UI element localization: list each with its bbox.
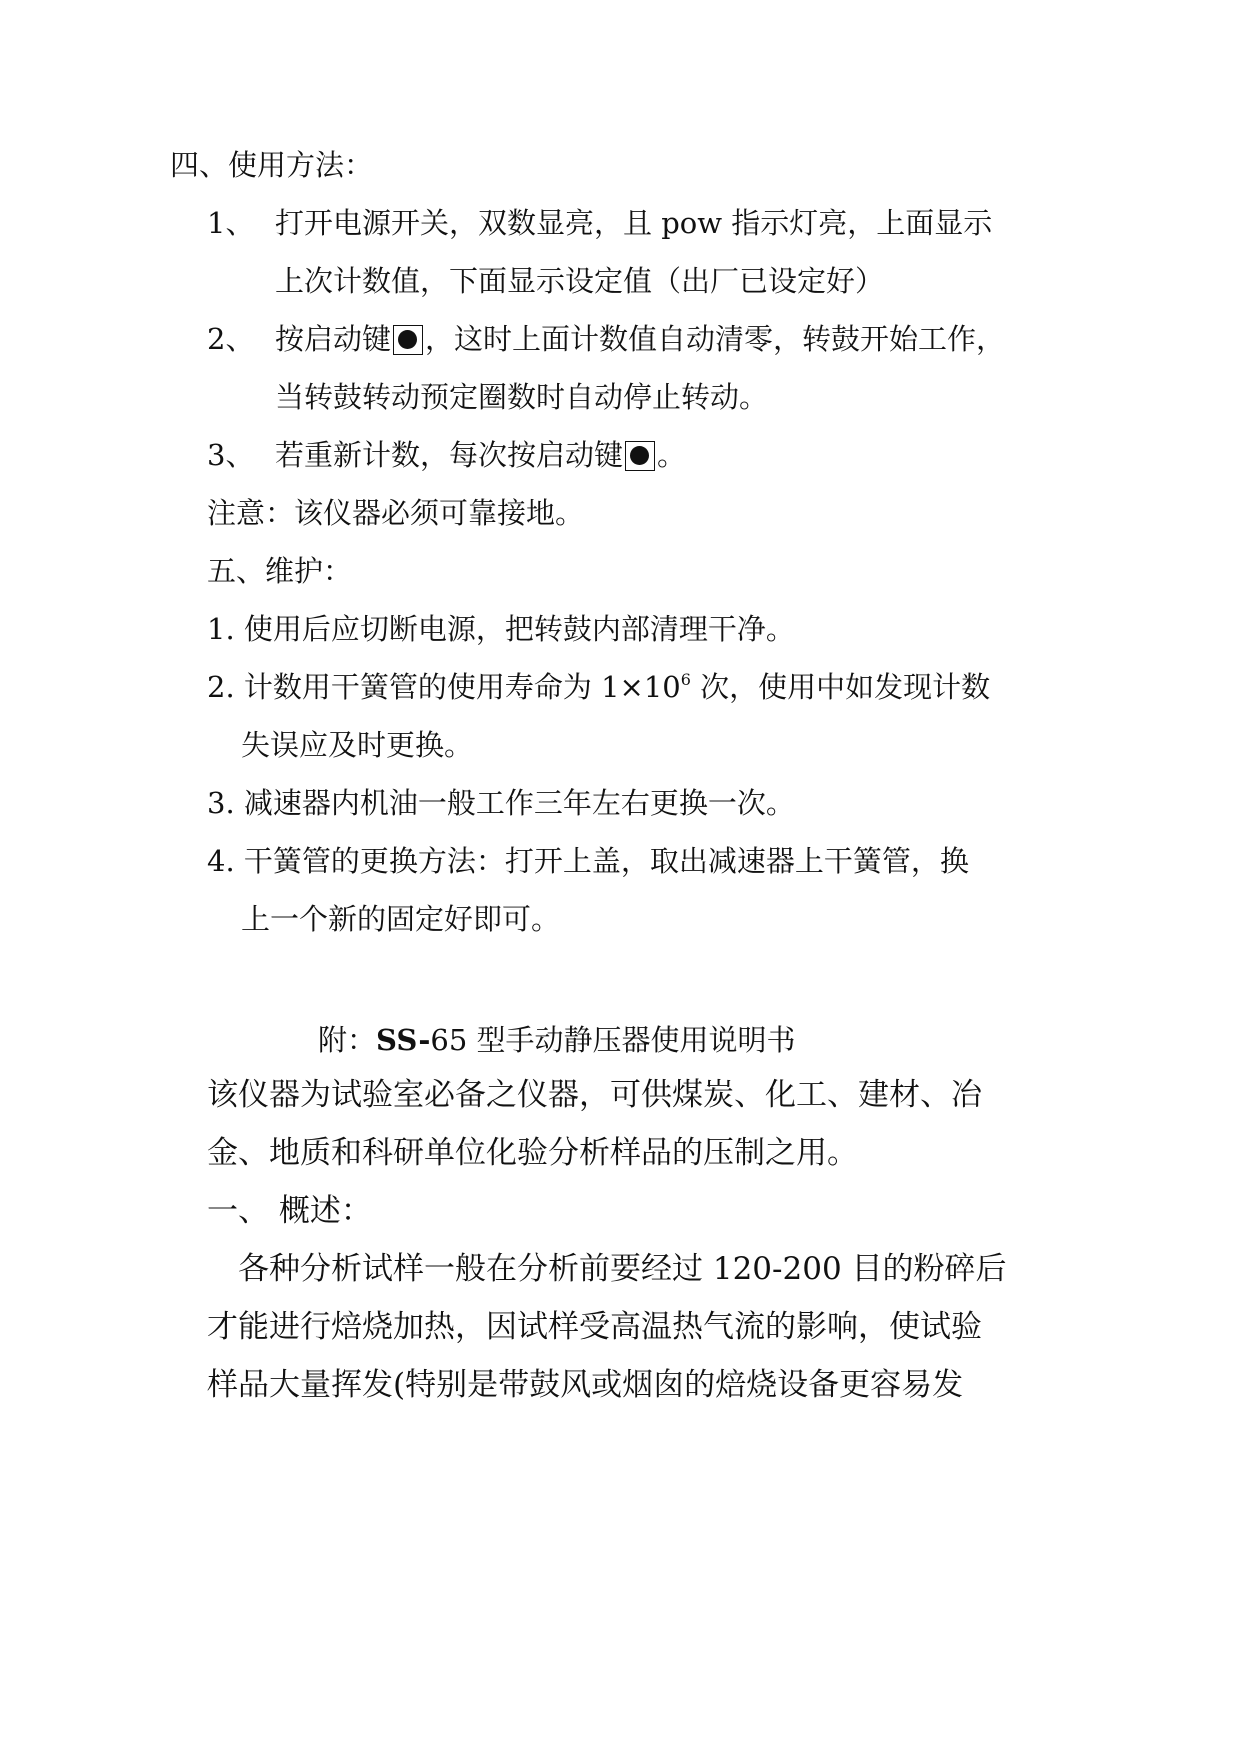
step3-line [207,435,686,475]
appendix-intro-line2: 金、地质和科研单位化验分析样品的压制之用。 [207,1135,858,1171]
maintenance-item-3: 3. 减速器内机油一般工作三年左右更换一次。 [207,786,795,820]
maintenance-item-4-line2: 上一个新的固定好即可。 [241,902,561,936]
step3-number: 3、 [207,438,255,472]
step1-text: 打开电源开关，双数显亮，且 pow 指示灯亮，上面显示 [275,206,993,240]
section5-heading: 五、维护： [207,554,353,588]
step1-line1 [207,203,992,243]
step2-text-after: ，这时上面计数值自动清零，转鼓开始工作， [425,322,1006,356]
appendix-title [318,1020,796,1060]
step1-line2: 上次计数值，下面显示设定值（出厂已设定好） [275,264,885,298]
item2-exponent: 6 [680,670,691,689]
appendix-intro-line1: 该仪器为试验室必备之仪器，可供煤炭、化工、建材、冶 [207,1077,982,1113]
section4-heading: 四、使用方法： [170,148,374,182]
start-key-icon [393,325,423,355]
appendix-title-model: SS- [376,1023,431,1057]
overview-para-line1: 各种分析试样一般在分析前要经过 120-200 目的粉碎后 [238,1251,1007,1287]
step1-number: 1、 [207,206,255,240]
appendix-title-rest: 65 型手动静压器使用说明书 [430,1023,796,1057]
maintenance-item-2-line2: 失误应及时更换。 [241,728,474,762]
appendix-title-prefix: 附： [318,1023,377,1057]
maintenance-item-4-line1: 4. 干簧管的更换方法：打开上盖，取出减速器上干簧管，换 [207,844,969,878]
overview-heading: 一、 概述： [207,1193,372,1229]
step2-number: 2、 [207,322,255,356]
overview-para-line2: 才能进行焙烧加热，因试样受高温热气流的影响，使试验 [207,1309,982,1345]
start-key-icon [625,441,655,471]
maintenance-item-2-line1 [207,667,990,707]
item2-text-after: 次，使用中如发现计数 [690,670,991,704]
overview-para-line3: 样品大量挥发(特别是带鼓风或烟囱的焙烧设备更容易发 [207,1367,964,1403]
step2-line2: 当转鼓转动预定圈数时自动停止转动。 [275,380,769,414]
step3-text-after: 。 [657,438,687,472]
note-grounding: 注意：该仪器必须可靠接地。 [207,496,585,530]
step3-text-before: 若重新计数，每次按启动键 [275,438,624,472]
step2-line1 [207,319,1005,359]
step2-text-before: 按启动键 [275,322,392,356]
maintenance-item-1: 1. 使用后应切断电源，把转鼓内部清理干净。 [207,612,795,646]
item2-text-before: 2. 计数用干簧管的使用寿命为 1×10 [207,670,681,704]
